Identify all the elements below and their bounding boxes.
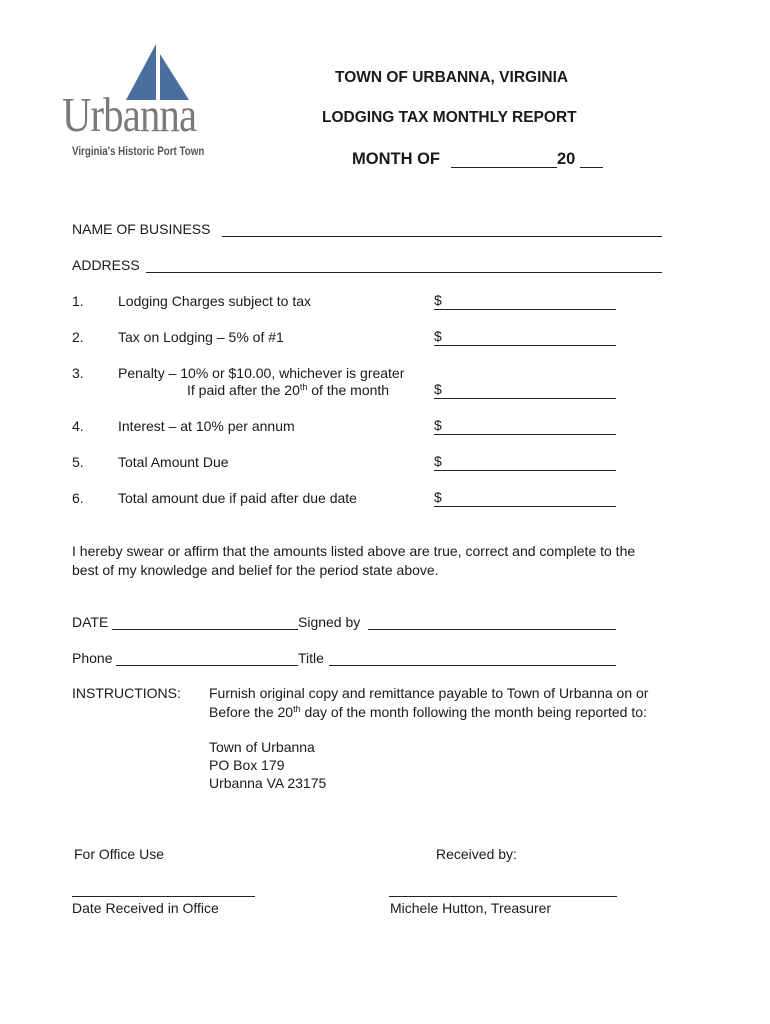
- currency-symbol: $: [434, 417, 442, 433]
- instructions-superscript: th: [293, 704, 301, 714]
- affirmation-text-line2: best of my knowledge and belief for the period state above.: [72, 562, 439, 578]
- date-received-field[interactable]: [72, 896, 255, 897]
- currency-symbol: $: [434, 292, 442, 308]
- mailing-address-line: PO Box 179: [209, 757, 285, 773]
- item-sublabel: [187, 382, 389, 398]
- item-number: 6.: [72, 490, 84, 506]
- date-label: DATE: [72, 614, 109, 630]
- item-label: Interest – at 10% per annum: [118, 418, 295, 434]
- mailing-address-line: Town of Urbanna: [209, 739, 315, 755]
- title-field[interactable]: [329, 665, 616, 666]
- sublabel-text: If paid after the 20: [187, 382, 300, 398]
- amount-field-lodging-charges[interactable]: [434, 293, 616, 310]
- business-name-label: NAME OF BUSINESS: [72, 221, 211, 237]
- business-name-field[interactable]: [222, 236, 662, 237]
- item-label: Total amount due if paid after due date: [118, 490, 357, 506]
- logo-wordmark: Urbanna: [62, 87, 197, 142]
- year-blank[interactable]: [580, 167, 603, 168]
- document-title-town: TOWN OF URBANNA, VIRGINIA: [335, 69, 569, 86]
- address-label: ADDRESS: [72, 257, 140, 273]
- item-label: Penalty – 10% or $10.00, whichever is greater: [118, 365, 405, 381]
- document-title-report: LODGING TAX MONTHLY REPORT: [322, 109, 577, 126]
- month-blank[interactable]: [451, 167, 557, 168]
- amount-field-interest[interactable]: [434, 418, 616, 435]
- address-field[interactable]: [146, 272, 662, 273]
- phone-label: Phone: [72, 650, 113, 666]
- amount-field-tax[interactable]: [434, 329, 616, 346]
- amount-field-penalty[interactable]: [434, 382, 616, 399]
- mailing-address-line: Urbanna VA 23175: [209, 775, 327, 791]
- logo-tagline: Virginia's Historic Port Town: [72, 146, 205, 158]
- signed-by-label: Signed by: [298, 614, 361, 630]
- signed-by-field[interactable]: [368, 629, 616, 630]
- currency-symbol: $: [434, 328, 442, 344]
- title-label: Title: [298, 650, 324, 666]
- affirmation-text-line1: I hereby swear or affirm that the amounts listed above are true, correct and complete to the: [72, 543, 636, 559]
- item-number: 1.: [72, 293, 84, 309]
- item-number: 4.: [72, 418, 84, 434]
- amount-field-total-after-due[interactable]: [434, 490, 616, 507]
- date-received-label: Date Received in Office: [72, 900, 219, 916]
- item-label: Lodging Charges subject to tax: [118, 293, 312, 309]
- currency-symbol: $: [434, 381, 442, 397]
- item-number: 5.: [72, 454, 84, 470]
- received-by-field[interactable]: [389, 896, 617, 897]
- amount-field-total-due[interactable]: [434, 454, 616, 471]
- item-label: Tax on Lodging – 5% of #1: [118, 329, 284, 345]
- item-number: 3.: [72, 365, 84, 381]
- item-label: Total Amount Due: [118, 454, 229, 470]
- phone-field[interactable]: [116, 665, 298, 666]
- date-field[interactable]: [112, 629, 298, 630]
- sublabel-superscript: th: [299, 382, 308, 392]
- instructions-label: INSTRUCTIONS:: [72, 685, 181, 701]
- instructions-line1: Furnish original copy and remittance payable to Town of Urbanna on or: [209, 685, 649, 701]
- instructions-text: Before the 20: [209, 704, 294, 720]
- sublabel-text-end: of the month: [307, 382, 390, 398]
- instructions-line2: [209, 704, 647, 720]
- month-label: MONTH OF: [352, 150, 440, 168]
- treasurer-label: Michele Hutton, Treasurer: [390, 900, 552, 916]
- item-number: 2.: [72, 329, 84, 345]
- instructions-text-end: day of the month following the month being reported to:: [300, 704, 647, 720]
- year-prefix: 20: [557, 150, 576, 168]
- currency-symbol: $: [434, 453, 442, 469]
- currency-symbol: $: [434, 489, 442, 505]
- office-use-label: For Office Use: [74, 846, 164, 862]
- received-by-label: Received by:: [436, 846, 517, 862]
- town-logo: [52, 40, 222, 170]
